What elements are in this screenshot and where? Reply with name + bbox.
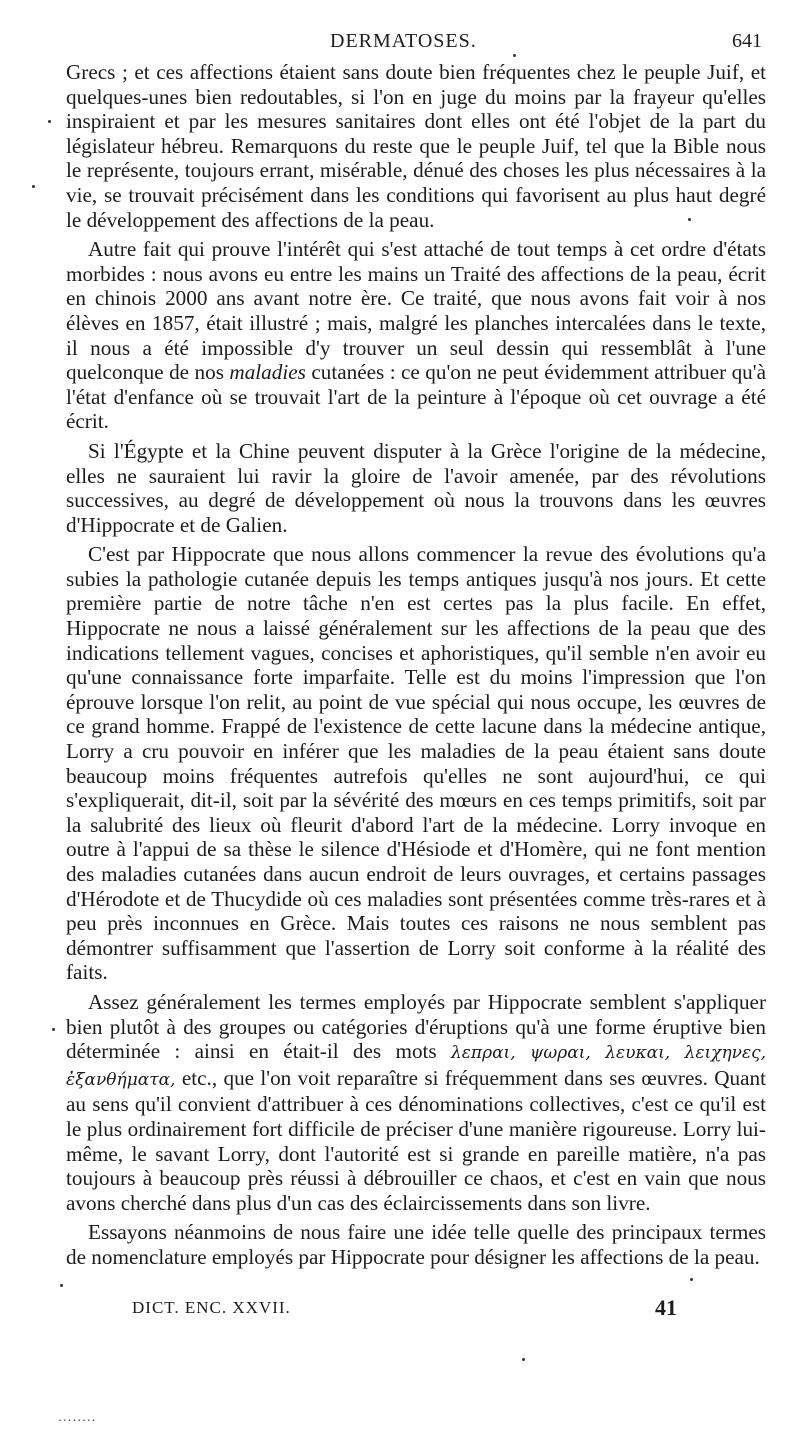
paragraph-2-after: cutanées : ce qu'on ne peut évidemment attribuer qu'à l'état d'enfance où se trouvait l'art de la peinture à l'époque où cet ouvrage a été écrit. — [66, 360, 766, 434]
paragraph-5-before: Assez généralement les termes employés par Hippocrate semblent s'appliquer bien plutôt à des groupes ou catégories d'éruptions qu'à une forme éruptive bien déterminée : ainsi en était-il des mots — [66, 989, 766, 1064]
body-text — [66, 60, 766, 1275]
paragraph-3: Si l'Égypte et la Chine peuvent disputer à la Grèce l'origine de la médecine, elles ne sauraient lui ravir la gloire de l'avoir amenée, par des révolutions successives, au degré de développement où nous la trouvons dans les œuvres d'Hippocrate et de Galien. — [66, 438, 766, 537]
paragraph-5-after: etc., que l'on voit reparaître si fréquemment dans ses œuvres. Quant au sens qu'il convient d'attribuer à ces dénominations collectives, c'est ce qu'il est le plus ordinairement fort difficile de préciser d'une manière rigoureuse. Lorry lui-même, le savant Lorry, dont l'autorité est si grande en pareille matière, n'a pas toujours à beaucoup près réussi à débrouiller ce chaos, et c'est en vain que nous avons cherché dans plus d'un cas des éclaircissements dans son livre. — [66, 1065, 766, 1215]
ink-speck — [32, 185, 35, 188]
paragraph-2 — [66, 237, 766, 434]
paragraph-6: Essayons néanmoins de nous faire une idée telle quelle des principaux termes de nomenclature employés par Hippocrate pour désigner les affections de la peau. — [66, 1220, 766, 1269]
paragraph-2-before: Autre fait qui prouve l'intérêt qui s'est attaché de tout temps à cet ordre d'états morbides : nous avons eu entre les mains un Traité des affections de la peau, écrit en chinois 2000 ans avant notre ère. Ce traité, que nous avons fait voir à nos élèves en 1857, était illustré ; mais, malgré les planches intercalées dans le texte, il nous a été impossible d'y trouver un seul dessin qui ressemblât à l'une quelconque de nos — [66, 237, 766, 385]
paragraph-5 — [66, 990, 766, 1215]
ink-speck — [48, 120, 51, 123]
emphasized-word: maladies — [229, 360, 306, 385]
printer-signature: DICT. ENC. XXVII. — [132, 1298, 291, 1317]
ink-speck — [522, 1358, 525, 1361]
greek-terms: λεπραι, ψωραι, λευκαι, λειχηνες, ἐξανθήματα, — [66, 1043, 767, 1090]
ink-speck — [513, 54, 516, 57]
bottom-dots: ........ — [58, 1410, 97, 1424]
page-number: 641 — [732, 30, 762, 52]
paragraph-1: Grecs ; et ces affections étaient sans doute bien fréquentes chez le peuple Juif, et quelques-unes bien redoutables, si l'on en juge du moins par la frayeur qu'elles inspiraient et par les mesures sanitaires dont elles ont été l'objet de la part du législateur hébreu. Remarquons du reste que le peuple Juif, tel que la Bible nous le représente, toujours errant, misérable, dénué des choses les plus nécessaires à la vie, se trouvait précisément dans les conditions qui favorisent au plus haut degré le développement des affections de la peau. — [66, 60, 766, 232]
ink-speck — [690, 1278, 693, 1281]
signature-mark: 41 — [655, 1295, 677, 1320]
ink-speck — [52, 1028, 55, 1031]
paragraph-4: C'est par Hippocrate que nous allons commencer la revue des évolutions qu'a subies la pathologie cutanée depuis les temps antiques jusqu'à nos jours. Et cette première partie de notre tâche n'en est certes pas la plus facile. En effet, Hippocrate ne nous a laissé généralement sur les affections de la peau que des indications tellement vagues, concises et aphoristiques, qu'il semble n'en avoir eu qu'une connaissance forte imparfaite. Telle est du moins l'impression que l'on éprouve lorsque l'on relit, au point de vue spécial qui nous occupe, les œuvres de ce grand homme. Frappé de l'existence de cette lacune dans la médecine antique, Lorry a cru pouvoir en inférer que les maladies de la peau étaient sans doute beaucoup moins fréquentes autrefois qu'elles ne sont aujourd'hui, ce qui s'expliquerait, dit-il, soit par la sévérité des mœurs en ces temps primitifs, soit par la salubrité des lieux où fleurit d'abord l'art de la médecine. Lorry invoque en outre à l'appui de sa thèse le silence d'Hésiode et d'Homère, qui ne font mention des maladies cutanées dans aucun endroit de leurs ouvrages, et certains passages d'Hérodote et de Thucydide où ces maladies sont présentées comme très-rares et à peu près inconnues en Grèce. Mais toutes ces raisons ne nous semblent pas démontrer suffisamment que l'assertion de Lorry soit conforme à la réalité des faits. — [66, 542, 766, 985]
ink-speck — [688, 218, 691, 221]
running-title: DERMATOSES. — [330, 30, 477, 52]
ink-speck — [60, 1284, 63, 1287]
